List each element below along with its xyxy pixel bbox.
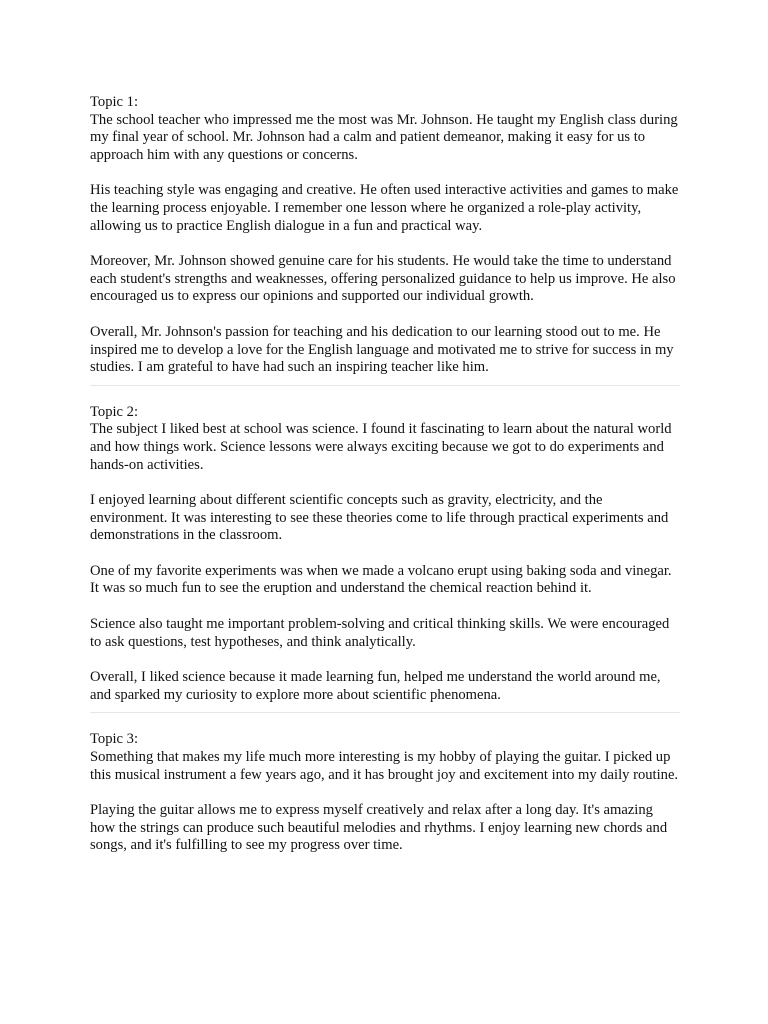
paragraph: Playing the guitar allows me to express myself creatively and relax after a long day. It's amazing how the strings can produce such beautiful melodies and rhythms. I enjoy learning new chords and songs, and it's fulfilling to see my progress over time. (90, 802, 668, 854)
paragraph: Overall, I liked science because it made learning fun, helped me understand the world around me, and sparked my curiosity to explore more about scientific phenomena. (90, 669, 661, 703)
paragraph: The subject I liked best at school was science. I found it fascinating to learn about the natural world and how things work. Science lessons were always exciting because we got to do experiments and hands-on activities. (90, 421, 672, 473)
paragraph: I enjoyed learning about different scientific concepts such as gravity, electricity, and the environment. It was interesting to see these theories come to life through practical experiments and demonstrations in the classroom. (90, 492, 669, 544)
topic-heading: Topic 2: (90, 403, 139, 420)
paragraph: His teaching style was engaging and creative. He often used interactive activities and games to make the learning process enjoyable. I remember one lesson where he organized a role-play activity, allowing us to practice English dialogue in a fun and practical way. (90, 182, 679, 234)
paragraph: Something that makes my life much more interesting is my hobby of playing the guitar. I picked up this musical instrument a few years ago, and it has brought joy and excitement into my daily routine. (90, 749, 679, 783)
paragraph: Overall, Mr. Johnson's passion for teaching and his dedication to our learning stood out to me. He inspired me to develop a love for the English language and motivated me to strive for success in my studies. I am grateful to have had such an inspiring teacher like him. (90, 323, 674, 376)
topic-1-section (90, 94, 680, 377)
paragraph: The school teacher who impressed me the most was Mr. Johnson. He taught my English class during my final year of school. Mr. Johnson had a calm and patient demeanor, making it easy for us to approach him with any questions or concerns. (90, 111, 678, 163)
topic-2-section (90, 404, 680, 705)
paragraph: Science also taught me important problem-solving and critical thinking skills. We were encouraged to ask questions, test hypotheses, and think analytically. (90, 616, 670, 650)
topic-3-section (90, 731, 680, 855)
document-page (90, 94, 680, 873)
section-divider (90, 385, 680, 386)
topic-heading: Topic 3: (90, 731, 139, 748)
section-divider (90, 712, 680, 713)
topic-heading: Topic 1: (90, 94, 139, 110)
paragraph: One of my favorite experiments was when we made a volcano erupt using baking soda and vinegar. It was so much fun to see the eruption and understand the chemical reaction behind it. (90, 562, 672, 597)
paragraph: Moreover, Mr. Johnson showed genuine care for his students. He would take the time to understand each student's strengths and weaknesses, offering personalized guidance to help us improve. He also encouraged us to express our opinions and supported our individual growth. (90, 253, 676, 305)
